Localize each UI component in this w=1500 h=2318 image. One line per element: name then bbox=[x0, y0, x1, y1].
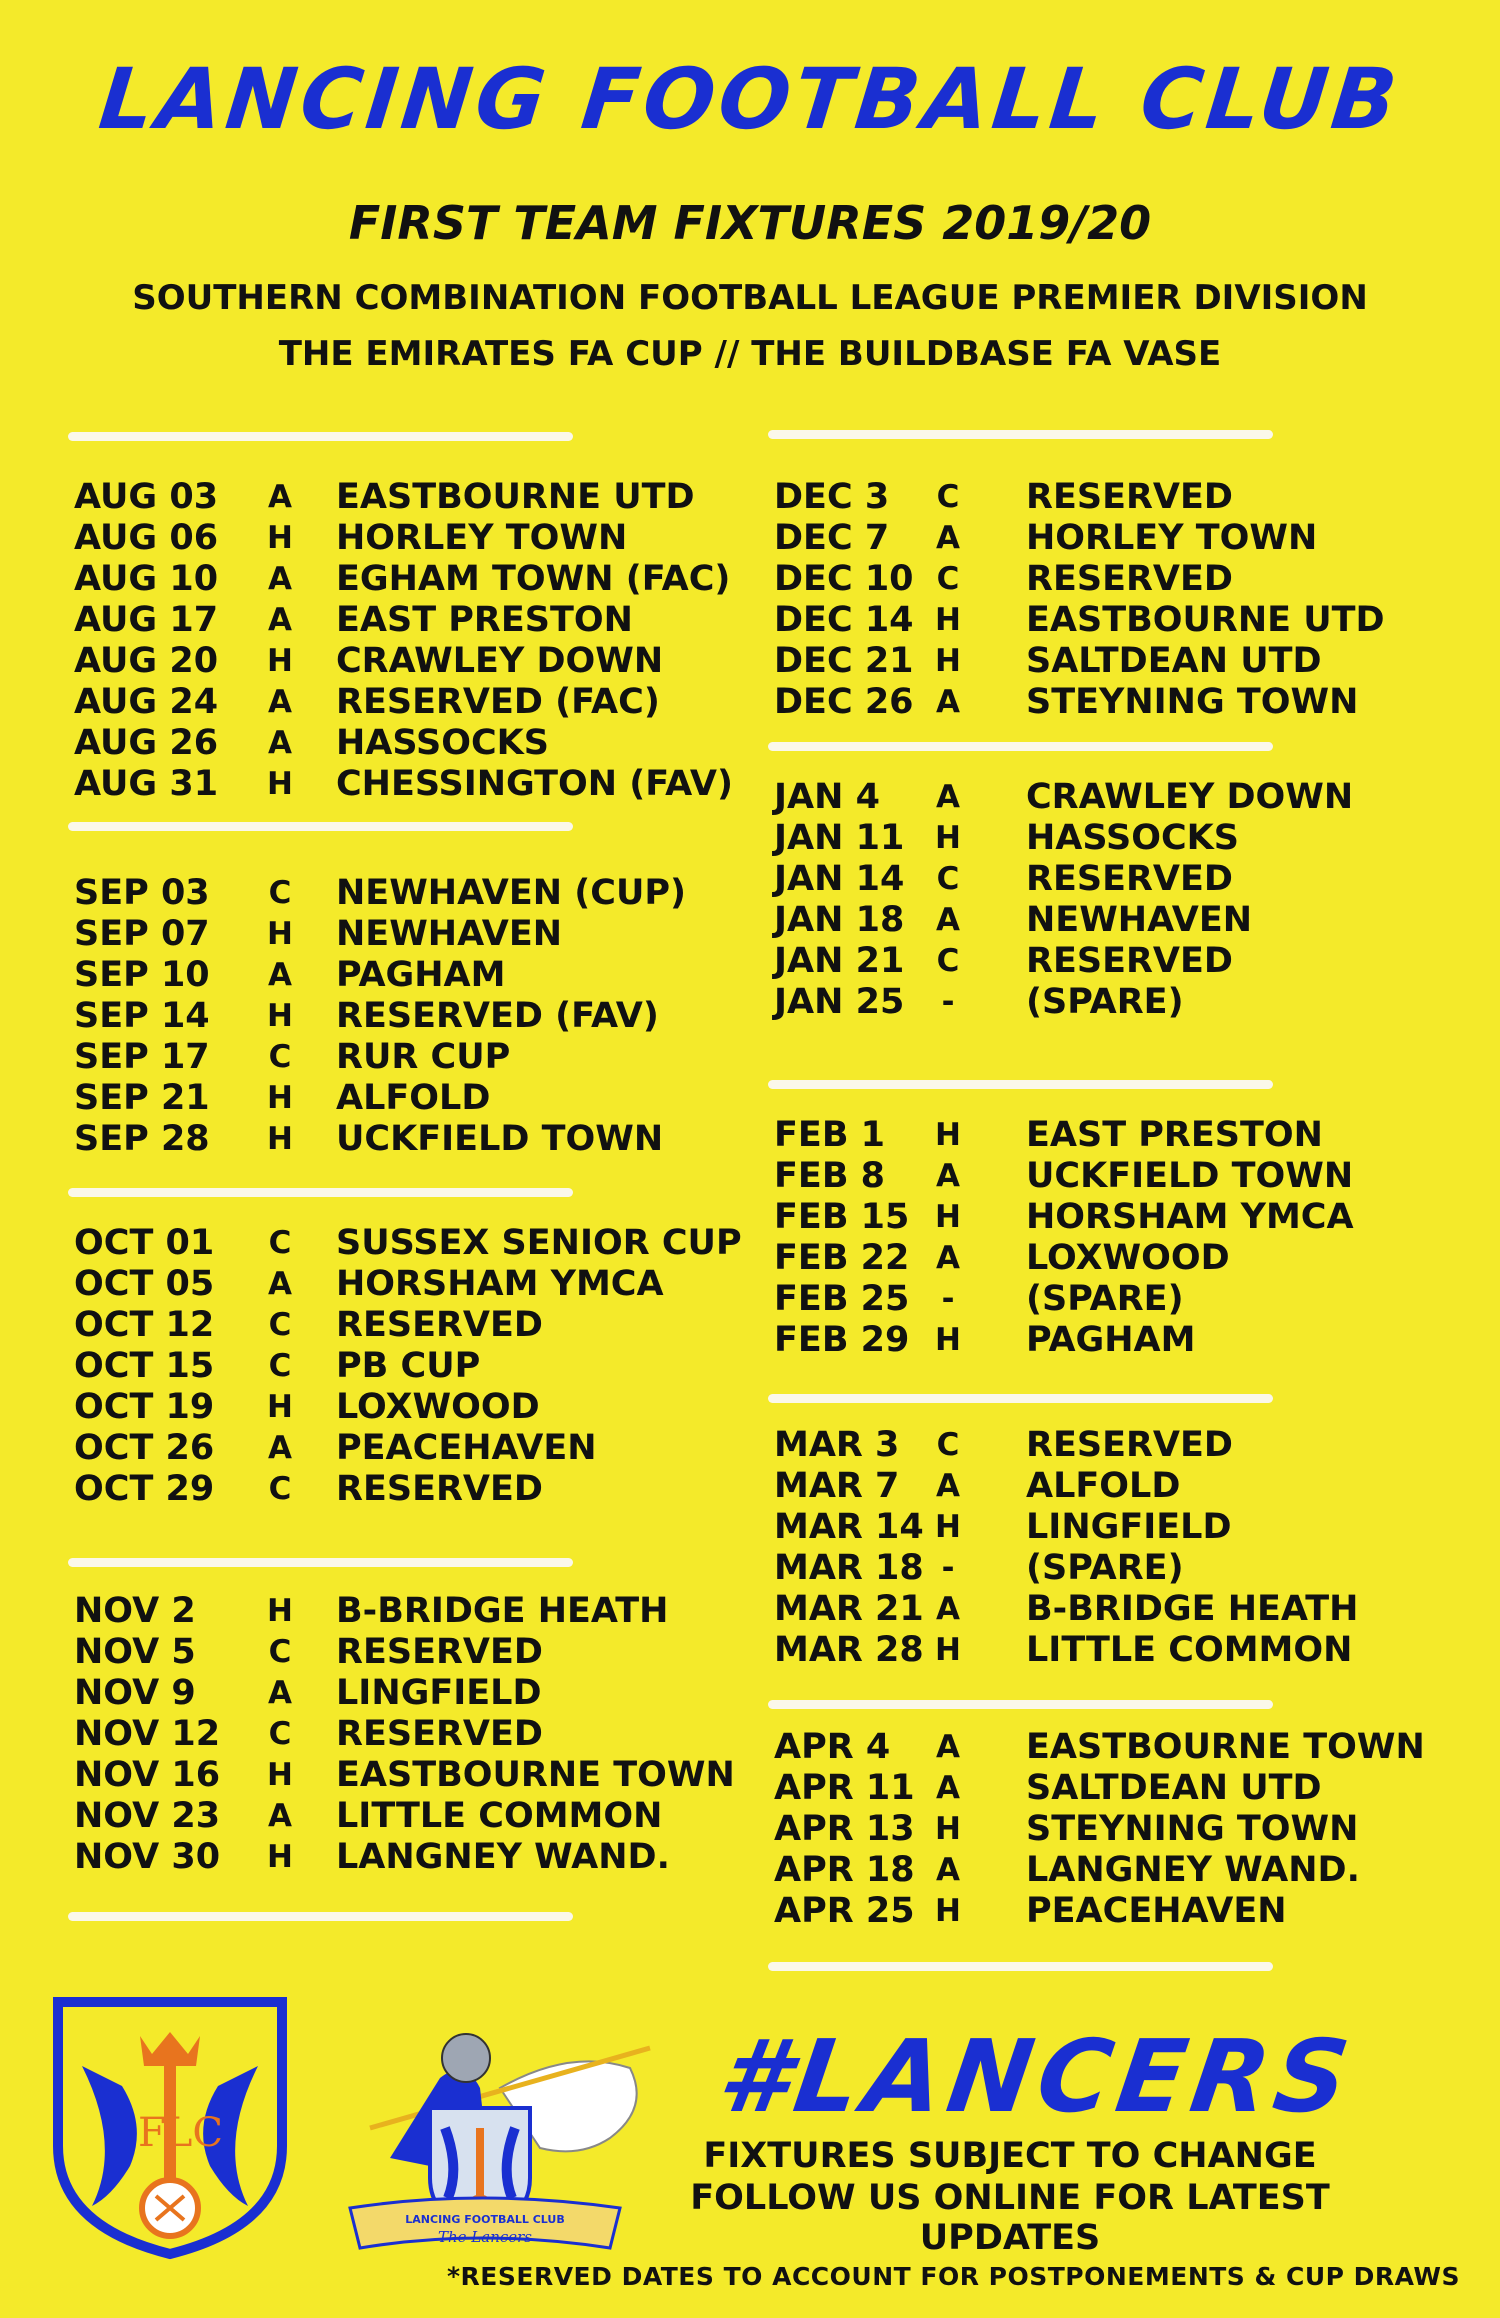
fixture-venue: H bbox=[935, 1199, 961, 1235]
fixture-date: JAN 11 bbox=[774, 818, 905, 858]
fixture-row bbox=[68, 1222, 742, 1264]
fixture-date: MAR 3 bbox=[774, 1425, 900, 1465]
fixture-row bbox=[68, 1077, 718, 1119]
fixture-opponent: PEACEHAVEN bbox=[1026, 1891, 1287, 1931]
fixture-row bbox=[768, 681, 1468, 723]
fixture-opponent: LITTLE COMMON bbox=[1026, 1630, 1353, 1670]
fixture-opponent: (SPARE) bbox=[1026, 1548, 1184, 1588]
section-divider bbox=[768, 1080, 1273, 1089]
fixture-date: APR 18 bbox=[774, 1850, 915, 1890]
fixture-date: SEP 14 bbox=[74, 996, 210, 1036]
fixture-row bbox=[768, 1319, 1468, 1361]
fixture-opponent: EAST PRESTON bbox=[336, 600, 633, 640]
fixture-row bbox=[768, 640, 1468, 682]
fixture-opponent: UCKFIELD TOWN bbox=[1026, 1156, 1354, 1196]
fixture-venue: C bbox=[936, 1427, 960, 1463]
fixture-date: AUG 24 bbox=[74, 682, 219, 722]
fixture-venue: H bbox=[267, 916, 293, 952]
fixture-date: OCT 05 bbox=[74, 1264, 215, 1304]
fixture-opponent: PAGHAM bbox=[336, 955, 506, 995]
fixture-date: OCT 29 bbox=[74, 1469, 215, 1509]
fixture-venue: H bbox=[267, 643, 293, 679]
fixture-date: NOV 9 bbox=[74, 1673, 196, 1713]
fixture-date: DEC 21 bbox=[774, 641, 914, 681]
fixture-date: FEB 22 bbox=[774, 1238, 910, 1278]
fixture-opponent: PAGHAM bbox=[1026, 1320, 1196, 1360]
fixture-date: AUG 06 bbox=[74, 518, 219, 558]
fixture-date: MAR 7 bbox=[774, 1466, 900, 1506]
fixture-row bbox=[68, 476, 718, 518]
section-divider bbox=[68, 1558, 573, 1567]
reserved-dates-footnote: *RESERVED DATES TO ACCOUNT FOR POSTPONEMENTS & CUP DRAWS bbox=[446, 2262, 1460, 2291]
fixture-date: NOV 12 bbox=[74, 1714, 221, 1754]
fixture-row bbox=[68, 1304, 718, 1346]
fixture-date: SEP 10 bbox=[74, 955, 210, 995]
fixture-date: APR 4 bbox=[774, 1727, 891, 1767]
fixture-date: MAR 14 bbox=[774, 1507, 924, 1547]
fixture-venue: A bbox=[936, 520, 960, 556]
fixture-venue: - bbox=[941, 1281, 955, 1317]
fixture-opponent: CHESSINGTON (FAV) bbox=[336, 764, 733, 804]
fixture-row bbox=[68, 1590, 718, 1632]
section-divider bbox=[768, 742, 1273, 751]
fixture-date: SEP 28 bbox=[74, 1119, 210, 1159]
fixture-venue: A bbox=[936, 1158, 960, 1194]
fixture-date: OCT 01 bbox=[74, 1223, 215, 1263]
fixture-date: JAN 4 bbox=[774, 777, 880, 817]
fixture-date: DEC 3 bbox=[774, 477, 890, 517]
fixture-date: AUG 26 bbox=[74, 723, 219, 763]
fixture-opponent: LINGFIELD bbox=[1026, 1507, 1232, 1547]
fixture-row bbox=[768, 558, 1468, 600]
fixture-venue: H bbox=[935, 820, 961, 856]
fixture-opponent: RESERVED bbox=[336, 1469, 543, 1509]
section-divider bbox=[768, 1962, 1273, 1971]
fixture-opponent: CRAWLEY DOWN bbox=[1026, 777, 1354, 817]
fixture-date: DEC 10 bbox=[774, 559, 914, 599]
fixture-row bbox=[68, 599, 718, 641]
hashtag: #LANCERS bbox=[711, 2018, 1362, 2135]
fixture-row bbox=[68, 1795, 718, 1837]
fixture-opponent: LANGNEY WAND. bbox=[336, 1837, 670, 1877]
fixture-venue: A bbox=[936, 1729, 960, 1765]
fixture-opponent: UCKFIELD TOWN bbox=[336, 1119, 664, 1159]
fixture-row bbox=[68, 1118, 718, 1160]
fixture-opponent: EAST PRESTON bbox=[1026, 1115, 1323, 1155]
follow-online-note: FOLLOW US ONLINE FOR LATEST UPDATES bbox=[690, 2178, 1330, 2258]
fixture-opponent: RUR CUP bbox=[336, 1037, 511, 1077]
fixture-row bbox=[68, 681, 718, 723]
fixture-date: APR 11 bbox=[774, 1768, 915, 1808]
fixture-date: JAN 25 bbox=[774, 982, 905, 1022]
fixture-row bbox=[768, 1629, 1468, 1671]
fixture-opponent: EASTBOURNE TOWN bbox=[1026, 1727, 1425, 1767]
fixture-date: SEP 03 bbox=[74, 873, 210, 913]
fixture-opponent: EASTBOURNE UTD bbox=[336, 477, 695, 517]
fixture-date: NOV 5 bbox=[74, 1632, 196, 1672]
fixture-row bbox=[68, 1672, 718, 1714]
fixture-venue: A bbox=[936, 902, 960, 938]
competition-line: THE EMIRATES FA CUP // THE BUILDBASE FA VASE bbox=[278, 334, 1222, 374]
fixture-row bbox=[68, 1631, 718, 1673]
fixture-row bbox=[768, 1424, 1468, 1466]
fixture-opponent: HORLEY TOWN bbox=[336, 518, 628, 558]
fixture-date: JAN 21 bbox=[774, 941, 905, 981]
fixture-date: FEB 25 bbox=[774, 1279, 910, 1319]
fixture-row bbox=[68, 640, 718, 682]
fixture-venue: A bbox=[936, 684, 960, 720]
fixture-opponent: STEYNING TOWN bbox=[1026, 682, 1359, 722]
fixture-row bbox=[68, 1345, 718, 1387]
fixture-venue: H bbox=[935, 1811, 961, 1847]
fixture-venue: H bbox=[267, 1593, 293, 1629]
fixture-opponent: PEACEHAVEN bbox=[336, 1428, 597, 1468]
fixture-date: OCT 12 bbox=[74, 1305, 215, 1345]
fixture-date: DEC 7 bbox=[774, 518, 890, 558]
fixture-venue: A bbox=[268, 561, 292, 597]
fixture-row bbox=[68, 995, 718, 1037]
fixture-venue: H bbox=[267, 520, 293, 556]
fixture-venue: A bbox=[268, 1675, 292, 1711]
fixture-row bbox=[68, 913, 718, 955]
fixture-row bbox=[68, 1713, 718, 1755]
fixture-venue: C bbox=[268, 1716, 292, 1752]
fixture-venue: H bbox=[935, 1632, 961, 1668]
fixture-row bbox=[768, 1726, 1468, 1768]
fixture-venue: C bbox=[268, 1634, 292, 1670]
fixture-date: SEP 17 bbox=[74, 1037, 210, 1077]
fixture-date: SEP 21 bbox=[74, 1078, 210, 1118]
fixture-row bbox=[68, 1263, 718, 1305]
fixture-row bbox=[768, 1506, 1468, 1548]
fixture-row bbox=[768, 817, 1468, 859]
fixture-opponent: ALFOLD bbox=[336, 1078, 491, 1118]
fixture-date: APR 13 bbox=[774, 1809, 915, 1849]
fixture-opponent: CRAWLEY DOWN bbox=[336, 641, 664, 681]
fixture-opponent: STEYNING TOWN bbox=[1026, 1809, 1359, 1849]
fixture-date: NOV 23 bbox=[74, 1796, 221, 1836]
fixtures-subtitle: FIRST TEAM FIXTURES 2019/20 bbox=[348, 196, 1152, 250]
fixture-date: FEB 1 bbox=[774, 1115, 886, 1155]
fixture-opponent: SALTDEAN UTD bbox=[1026, 641, 1322, 681]
fixture-opponent: NEWHAVEN bbox=[1026, 900, 1253, 940]
fixture-opponent: EGHAM TOWN (FAC) bbox=[336, 559, 731, 599]
fixture-row bbox=[68, 1836, 718, 1878]
fixture-venue: - bbox=[941, 984, 955, 1020]
fixture-opponent: LINGFIELD bbox=[336, 1673, 542, 1713]
fixture-date: AUG 03 bbox=[74, 477, 219, 517]
fixture-venue: H bbox=[935, 643, 961, 679]
fixture-venue: H bbox=[267, 1389, 293, 1425]
fixture-date: DEC 26 bbox=[774, 682, 914, 722]
fixture-venue: C bbox=[268, 1039, 292, 1075]
fixture-opponent: HORLEY TOWN bbox=[1026, 518, 1318, 558]
fixture-opponent: EASTBOURNE UTD bbox=[1026, 600, 1385, 640]
fixture-opponent: LOXWOOD bbox=[336, 1387, 540, 1427]
fixture-opponent: RESERVED (FAC) bbox=[336, 682, 660, 722]
fixture-opponent: HORSHAM YMCA bbox=[336, 1264, 664, 1304]
fixture-opponent: RESERVED bbox=[336, 1714, 543, 1754]
fixture-row bbox=[68, 517, 718, 559]
fixture-date: NOV 30 bbox=[74, 1837, 221, 1877]
fixture-row bbox=[68, 558, 731, 600]
fixture-row bbox=[768, 981, 1468, 1023]
fixture-row bbox=[768, 1849, 1468, 1891]
section-divider bbox=[68, 822, 573, 831]
fixture-row bbox=[768, 858, 1468, 900]
fixture-opponent: RESERVED bbox=[336, 1632, 543, 1672]
fixture-date: FEB 29 bbox=[774, 1320, 910, 1360]
fixture-date: JAN 14 bbox=[774, 859, 905, 899]
fixture-venue: A bbox=[936, 779, 960, 815]
club-crest-icon bbox=[52, 1996, 288, 2260]
fixture-row bbox=[68, 1386, 718, 1428]
fixture-row bbox=[768, 1196, 1468, 1238]
fixture-venue: A bbox=[268, 957, 292, 993]
fixture-venue: - bbox=[941, 1550, 955, 1586]
fixture-row bbox=[768, 517, 1468, 559]
fixture-venue: A bbox=[268, 602, 292, 638]
fixture-row bbox=[768, 1465, 1468, 1507]
fixture-date: NOV 2 bbox=[74, 1591, 196, 1631]
fixture-venue: H bbox=[935, 1322, 961, 1358]
fixture-row bbox=[768, 1237, 1468, 1279]
fixture-opponent: PB CUP bbox=[336, 1346, 481, 1386]
fixture-opponent: B-BRIDGE HEATH bbox=[336, 1591, 669, 1631]
fixture-date: APR 25 bbox=[774, 1891, 915, 1931]
badge-nickname: The Lancers bbox=[437, 2228, 533, 2246]
fixture-date: OCT 19 bbox=[74, 1387, 215, 1427]
fixture-row bbox=[68, 954, 718, 996]
fixture-date: SEP 07 bbox=[74, 914, 210, 954]
fixture-venue: C bbox=[268, 1225, 292, 1261]
fixture-row bbox=[768, 1767, 1468, 1809]
fixture-opponent: RESERVED (FAV) bbox=[336, 996, 659, 1036]
fixture-date: AUG 20 bbox=[74, 641, 219, 681]
fixture-opponent: (SPARE) bbox=[1026, 982, 1184, 1022]
fixture-venue: H bbox=[267, 1757, 293, 1793]
fixture-date: AUG 31 bbox=[74, 764, 219, 804]
fixture-venue: C bbox=[268, 1471, 292, 1507]
fixture-opponent: RESERVED bbox=[1026, 559, 1233, 599]
badge-club-text: LANCING FOOTBALL CLUB bbox=[405, 2213, 565, 2226]
fixture-row bbox=[768, 1547, 1468, 1589]
fixture-date: OCT 15 bbox=[74, 1346, 215, 1386]
fixture-opponent: HASSOCKS bbox=[336, 723, 549, 763]
fixture-date: FEB 8 bbox=[774, 1156, 886, 1196]
fixture-opponent: ALFOLD bbox=[1026, 1466, 1181, 1506]
fixture-date: AUG 10 bbox=[74, 559, 219, 599]
fixture-row bbox=[768, 1890, 1468, 1932]
fixture-venue: C bbox=[936, 561, 960, 597]
fixture-venue: A bbox=[268, 1266, 292, 1302]
fixture-venue: A bbox=[936, 1591, 960, 1627]
fixture-venue: H bbox=[267, 766, 293, 802]
fixture-row bbox=[68, 722, 718, 764]
fixture-venue: A bbox=[268, 725, 292, 761]
fixture-date: OCT 26 bbox=[74, 1428, 215, 1468]
fixture-row bbox=[768, 899, 1468, 941]
club-title: LANCING FOOTBALL CLUB bbox=[94, 50, 1406, 148]
fixture-venue: H bbox=[267, 1839, 293, 1875]
fixture-opponent: HASSOCKS bbox=[1026, 818, 1239, 858]
fixture-venue: C bbox=[936, 943, 960, 979]
fixture-row bbox=[768, 476, 1468, 518]
section-divider bbox=[68, 1912, 573, 1921]
fixture-venue: H bbox=[267, 1121, 293, 1157]
fixture-row bbox=[768, 940, 1468, 982]
fixture-row bbox=[768, 1114, 1468, 1156]
fixture-venue: C bbox=[936, 861, 960, 897]
fixture-opponent: RESERVED bbox=[1026, 859, 1233, 899]
section-divider bbox=[768, 1700, 1273, 1709]
fixture-venue: A bbox=[268, 479, 292, 515]
fixture-date: JAN 18 bbox=[774, 900, 905, 940]
fixture-row bbox=[68, 1427, 718, 1469]
fixture-venue: A bbox=[268, 1430, 292, 1466]
fixture-opponent: (SPARE) bbox=[1026, 1279, 1184, 1319]
competition-line: SOUTHERN COMBINATION FOOTBALL LEAGUE PREMIER DIVISION bbox=[132, 278, 1368, 318]
fixture-venue: A bbox=[936, 1240, 960, 1276]
fixture-opponent: NEWHAVEN (CUP) bbox=[336, 873, 687, 913]
fixture-row bbox=[68, 763, 733, 805]
fixture-opponent: LITTLE COMMON bbox=[336, 1796, 663, 1836]
fixture-opponent: LANGNEY WAND. bbox=[1026, 1850, 1360, 1890]
fixture-row bbox=[768, 1808, 1468, 1850]
fixture-opponent: RESERVED bbox=[1026, 1425, 1233, 1465]
fixture-venue: H bbox=[935, 602, 961, 638]
fixture-venue: C bbox=[268, 1307, 292, 1343]
fixture-opponent: HORSHAM YMCA bbox=[1026, 1197, 1354, 1237]
fixture-opponent: LOXWOOD bbox=[1026, 1238, 1230, 1278]
fixture-row bbox=[768, 776, 1468, 818]
fixture-row bbox=[68, 1468, 718, 1510]
fixture-venue: H bbox=[935, 1893, 961, 1929]
fixture-row bbox=[68, 1036, 718, 1078]
section-divider bbox=[768, 430, 1273, 439]
fixture-date: MAR 18 bbox=[774, 1548, 924, 1588]
fixture-opponent: RESERVED bbox=[336, 1305, 543, 1345]
fixture-date: AUG 17 bbox=[74, 600, 219, 640]
fixture-row bbox=[768, 1278, 1468, 1320]
fixture-venue: A bbox=[936, 1770, 960, 1806]
fixture-venue: C bbox=[936, 479, 960, 515]
fixture-row bbox=[68, 1754, 735, 1796]
fixture-opponent: SALTDEAN UTD bbox=[1026, 1768, 1322, 1808]
section-divider bbox=[68, 1188, 573, 1197]
fixture-venue: H bbox=[935, 1509, 961, 1545]
fixture-venue: A bbox=[936, 1852, 960, 1888]
section-divider bbox=[768, 1394, 1273, 1403]
fixture-date: NOV 16 bbox=[74, 1755, 221, 1795]
fixture-opponent: RESERVED bbox=[1026, 941, 1233, 981]
fixture-row bbox=[768, 1588, 1468, 1630]
fixture-venue: A bbox=[268, 684, 292, 720]
fixture-row bbox=[68, 872, 718, 914]
fixture-opponent: SUSSEX SENIOR CUP bbox=[336, 1223, 742, 1263]
fixture-venue: H bbox=[935, 1117, 961, 1153]
fixture-venue: C bbox=[268, 1348, 292, 1384]
fixture-date: FEB 15 bbox=[774, 1197, 910, 1237]
fixture-venue: A bbox=[268, 1798, 292, 1834]
section-divider bbox=[68, 432, 573, 441]
fixture-venue: H bbox=[267, 1080, 293, 1116]
fixture-row bbox=[768, 599, 1468, 641]
crest-letter: FLC bbox=[138, 2110, 223, 2156]
fixture-date: MAR 21 bbox=[774, 1589, 924, 1629]
fixture-opponent: NEWHAVEN bbox=[336, 914, 563, 954]
fixture-venue: H bbox=[267, 998, 293, 1034]
fixture-date: DEC 14 bbox=[774, 600, 914, 640]
fixture-row bbox=[768, 1155, 1468, 1197]
fixture-opponent: EASTBOURNE TOWN bbox=[336, 1755, 735, 1795]
fixture-date: MAR 28 bbox=[774, 1630, 924, 1670]
fixture-opponent: B-BRIDGE HEATH bbox=[1026, 1589, 1359, 1629]
fixtures-change-note: FIXTURES SUBJECT TO CHANGE bbox=[703, 2136, 1317, 2176]
fixture-venue: C bbox=[268, 875, 292, 911]
fixture-opponent: RESERVED bbox=[1026, 477, 1233, 517]
fixture-venue: A bbox=[936, 1468, 960, 1504]
